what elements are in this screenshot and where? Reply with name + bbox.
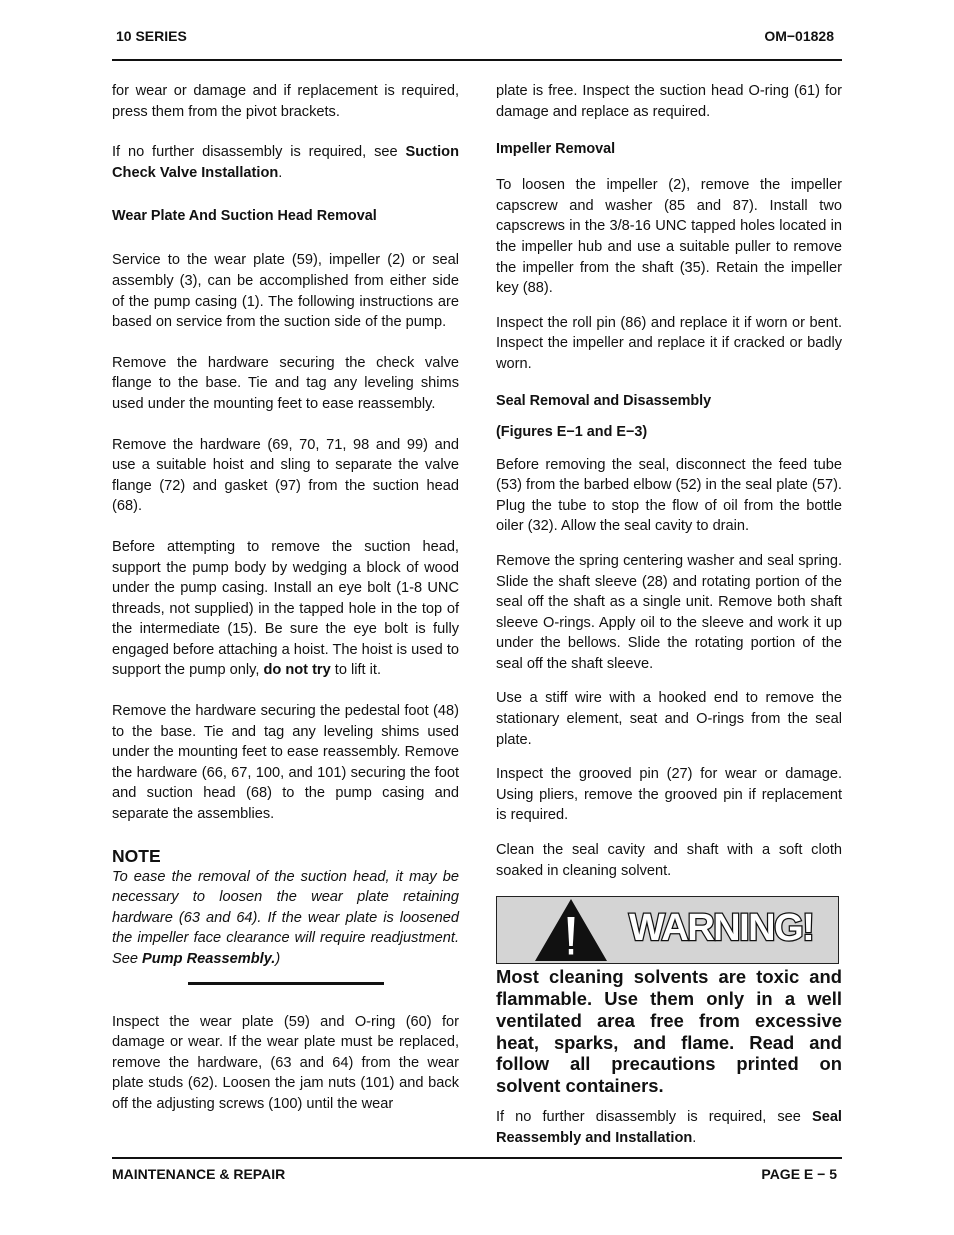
paragraph: Inspect the grooved pin (27) for wear or damage. Using pliers, remove the grooved pin if replacement is required.: [496, 766, 842, 824]
paragraph: Before removing the seal, disconnect the feed tube (53) from the barbed elbow (52) in the seal plate (57). Plug the tube to stop the flow of oil from the bottle oiler (32). Allow the seal cavity to drain.: [496, 456, 842, 535]
figure-reference-heading: (Figures E−1 and E−3): [496, 423, 648, 440]
warning-triangle-icon: [535, 899, 615, 963]
warning-text: Most cleaning solvents are toxic and flammable. Use them only in a well ventilated area free from excessive heat, sparks, and flame. Read and follow all precautions printed on solvent containers.: [496, 966, 842, 1097]
reference-link-text: Suction Check Valve Installation: [112, 144, 459, 181]
reference-link-text: Seal Reassembly and Installation: [496, 1109, 842, 1146]
paragraph: plate is free. Inspect the suction head O-ring (61) for damage and replace as required.: [496, 83, 842, 120]
paragraph: Service to the wear plate (59), impeller (2) or seal assembly (3), can be accomplished from either side of the pump casing (1). The following instructions are based on service from the suction side of the pump.: [112, 252, 459, 331]
note-block: [112, 845, 459, 985]
section-heading: Seal Removal and Disassembly: [496, 392, 712, 409]
footer-section-title: MAINTENANCE & REPAIR: [112, 1166, 286, 1182]
text: If no further disassembly is required, see: [496, 1109, 812, 1125]
note-text: [112, 867, 459, 970]
section-heading: Impeller Removal: [496, 141, 616, 158]
text: .: [278, 164, 283, 181]
text: .: [692, 1129, 697, 1146]
paragraph: [112, 537, 459, 681]
paragraph: Inspect the roll pin (86) and replace it if worn or bent. Inspect the impeller and replace it if cracked or badly worn.: [496, 314, 842, 372]
paragraph: Remove the hardware securing the pedestal foot (48) to the base. Tie and tag any leveling shims used under the mounting feet to ease reassembly. Remove the hardware (66, 67, 100, and 101) securing the foot and suction head (68) to the pump casing and separate the assemblies.: [112, 703, 459, 823]
footer-page-number: PAGE E − 5: [761, 1166, 837, 1182]
text: ): [275, 951, 281, 967]
header-document-number: OM−01828: [764, 28, 834, 44]
paragraph: Clean the seal cavity and shaft with a soft cloth soaked in cleaning solvent.: [496, 842, 842, 879]
text: To ease the removal of the suction head, it may be necessary to loosen the wear plate retaining hardware (63 and 64). If the wear plate is loosened the impeller face clearance will require readjustment. See: [112, 868, 459, 967]
footer-rule: [112, 1157, 842, 1159]
note-divider: [188, 982, 384, 985]
header-series: 10 SERIES: [116, 28, 187, 44]
text: Before attempting to remove the suction head, support the pump body by wedging a block of wood under the pump casing. Install an eye bolt (1-8 UNC threads, not supplied) in the tapped hole in the top of the intermediate (15). Be sure the eye bolt is fully engaged before attaching a hoist. The hoist is used to support the pump only,: [112, 538, 459, 679]
paragraph: Remove the hardware securing the check valve flange to the base. Tie and tag any leveling shims used under the mounting feet to ease reassembly.: [112, 354, 459, 412]
warning-banner: [496, 896, 839, 964]
note-title: NOTE: [112, 845, 161, 866]
paragraph: Remove the hardware (69, 70, 71, 98 and 99) and use a suitable hoist and sling to separate the valve flange (72) and gasket (97) from the suction head (68).: [112, 436, 459, 515]
paragraph: Inspect the wear plate (59) and O-ring (60) for damage or wear. If the wear plate must be replaced, remove the hardware, (63 and 64) from the wear plate studs (62). Loosen the jam nuts (101) and back off the adjusting screws (100) until the wear: [112, 1013, 459, 1112]
text: to lift it.: [330, 662, 382, 679]
header-rule: [112, 59, 842, 61]
section-heading: Wear Plate And Suction Head Removal: [112, 208, 377, 225]
paragraph: [112, 142, 459, 183]
reference-link-text: Pump Reassembly.: [142, 951, 276, 967]
paragraph: Use a stiff wire with a hooked end to remove the stationary element, seat and O-rings from the seal plate.: [496, 690, 842, 748]
right-column: [496, 81, 842, 1148]
paragraph: [496, 1107, 842, 1148]
paragraph: for wear or damage and if replacement is required, press them from the pivot brackets.: [112, 83, 459, 120]
emphasis-text: do not try: [263, 662, 331, 679]
text: If no further disassembly is required, see: [112, 144, 406, 161]
paragraph: Remove the spring centering washer and seal spring. Slide the shaft sleeve (28) and rotating portion of the seal off the shaft as a single unit. Remove both shaft sleeve O-rings. Apply oil to the sleeve and work it up under the bellows. Slide the rotating portion of the seal off the shaft sleeve.: [496, 552, 842, 672]
paragraph: To loosen the impeller (2), remove the impeller capscrew and washer (85 and 87). Install two capscrews in the 3/8-16 UNC tapped holes located in the impeller hub and use a suitable puller to remove the impeller from the shaft (35). Retain the impeller key (88).: [496, 177, 842, 297]
left-column: [112, 81, 459, 1115]
warning-title: WARNING!: [629, 907, 814, 950]
